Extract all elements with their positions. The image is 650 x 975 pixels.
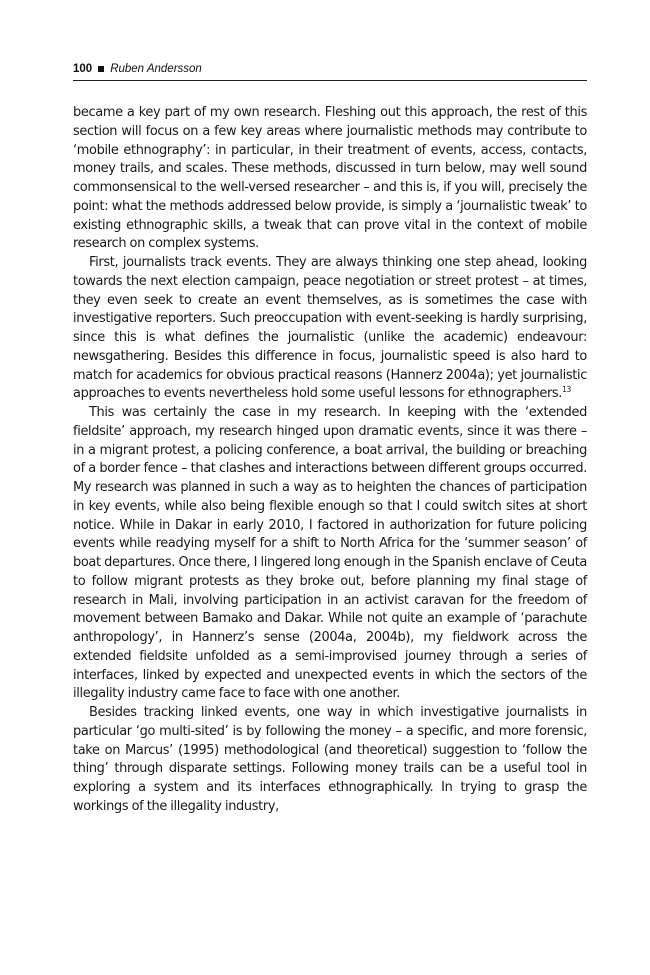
paragraph-1 bbox=[73, 104, 587, 254]
square-bullet-icon bbox=[98, 66, 104, 72]
paragraph-text: Besides tracking linked events, one way in which investigative journalists in particular ‘go multi-sited’ is by following the money – a specific, and more forensic, take on Marcus’ (1995) methodological (and theoretical) suggestion to ‘follow the thing’ through disparate settings. Following money trails can be a useful tool in exploring a system and its interfaces ethnographically. In trying to grasp the workings of the illegality industry, bbox=[73, 705, 587, 814]
page-number: 100 bbox=[73, 63, 93, 75]
paragraph-text: First, journalists track events. They are always thinking one step ahead, looking towards the next election campaign, peace negotiation or street protest – at times, they even seek to create an event themselves, as is sometimes the case with investigative reporters. Such preoccupation with event-seeking is hardly surprising, since this is what defines the journalistic (unlike the academic) endeavour: newsgathering. Besides this difference in focus, journalistic speed is also hard to match for academics for obvious practical reasons (Hannerz 2004a); yet journalistic approaches to events nevertheless hold some useful lessons for ethnographers. bbox=[73, 255, 587, 402]
running-head bbox=[73, 63, 587, 75]
paragraph-text: This was certainly the case in my research. In keeping with the ‘extended fieldsite’ approach, my research hinged upon dramatic events, since it was there – in a migrant protest, a policing conference, a boat arrival, the building or breaching of a border fence – that clashes and interactions between different groups occurred. My research was planned in such a way as to heighten the chances of participation in key events, while also being flexible enough so that I could switch sites at short notice. While in Dakar in early 2010, I factored in authorization for future policing events while readying myself for a shift to North Africa for the ‘summer season’ of boat departures. Once there, I lingered long enough in the Spanish enclave of Ceuta to follow migrant protests as they broke out, before planning my final stage of research in Mali, involving participation in an activist caravan for the freedom of movement between Bamako and Dakar. While not quite an example of ‘parachute anthropology’, in Hannerz’s sense (2004a, 2004b), my fieldwork across the extended fieldsite unfolded as a semi-improvised journey through a series of interfaces, linked by expected and unexpected events in which the sectors of the illegality industry came face to face with one another. bbox=[73, 405, 587, 702]
running-head-author: Ruben Andersson bbox=[110, 63, 202, 75]
body-text bbox=[73, 104, 587, 817]
header-rule bbox=[73, 80, 587, 81]
paragraph-3 bbox=[73, 404, 587, 704]
paragraph-4 bbox=[73, 704, 587, 817]
footnote-marker: 13 bbox=[562, 385, 571, 395]
paragraph-text: became a key part of my own research. Fleshing out this approach, the rest of this section will focus on a few key areas where journalistic methods may contribute to ‘mobile ethnography’: in particular, in their treatment of events, access, contacts, money trails, and scales. These methods, discussed in turn below, may well sound commonsensical to the well-versed researcher – and this is, if you will, precisely the point: what the methods addressed below provide, is simply a ‘journalistic tweak’ to existing ethnographic skills, a tweak that can prove vital in the context of mobile research on complex systems. bbox=[73, 105, 587, 252]
paragraph-2 bbox=[73, 254, 587, 404]
